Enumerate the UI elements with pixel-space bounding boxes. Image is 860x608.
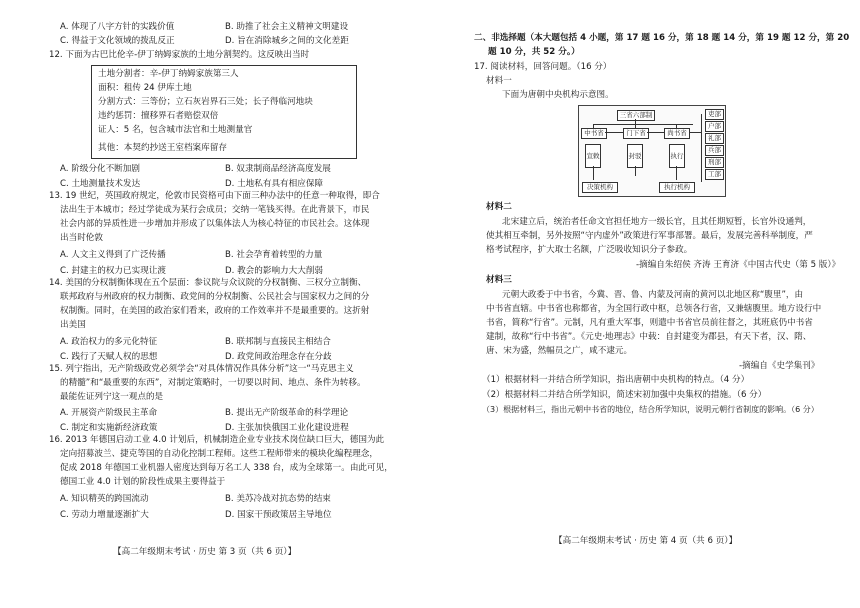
diagram-node-ministry: 户部 bbox=[705, 121, 724, 132]
diagram-node-ministry: 刑部 bbox=[705, 157, 724, 168]
q16-stem: 德国工业 4.0 计划的阶段性成果主要得益于 bbox=[60, 477, 226, 487]
q16-stem: 促成 2018 年德国工业机器人密度达到每万名工人 338 台，成为全球第一。由此可见， bbox=[60, 463, 393, 473]
q14-option-c: C. 践行了天赋人权的思想 bbox=[60, 352, 158, 362]
q17-subquestion-1: （1）根据材料一并结合所学知识，指出唐朝中央机构的特点。（4 分） bbox=[482, 375, 750, 385]
diagram-node-box-a: 宣敕 bbox=[585, 144, 601, 168]
diagram-edge bbox=[635, 166, 636, 176]
q13-stem: 法出生于本城市；经过学徒成为某行会成员；交纳一笔钱买得。在此背景下，市民 bbox=[60, 205, 370, 215]
material-1-caption: 下面为唐朝中央机构示意图。 bbox=[502, 90, 614, 100]
q12-option-a: A. 阶级分化不断加剧 bbox=[60, 164, 140, 174]
q13-stem: 出当时伦敦 bbox=[60, 233, 103, 243]
q15-option-a: A. 开展资产阶级民主革命 bbox=[60, 408, 158, 418]
q17-subquestion-2: （2）根据材料二并结合所学知识，简述宋初加强中央集权的措施。（6 分） bbox=[482, 390, 767, 400]
q14-stem: 权制衡。同时，在美国的政治家们看来，政府的工作效率并不是最重要的。这折射 bbox=[60, 306, 370, 316]
diagram-node-ministry: 兵部 bbox=[705, 145, 724, 156]
q15-stem: 最能佐证列宁这一观点的是 bbox=[60, 392, 164, 402]
q16-stem: 16. 2013 年德国启动工业 4.0 计划后，机械制造企业专业技术岗位缺口巨大，德国为此 bbox=[49, 435, 385, 445]
q11-option-a: A. 体现了八字方针的实践价值 bbox=[60, 22, 175, 32]
q14-option-a: A. 政治权力的多元化特征 bbox=[60, 337, 158, 347]
q14-option-d: D. 政党间政治理念存在分歧 bbox=[225, 352, 332, 362]
q12-stem: 12. 下面为古巴比伦辛-伊丁纳姆家族的土地分割契约。这反映出当时 bbox=[49, 50, 310, 60]
material-2-text: 北宋建立后，统治者任命文官担任地方一级长官，且其任期短暂，长官外设通判， bbox=[502, 217, 812, 227]
contract-line: 其他：本契约抄送王室档案库留存 bbox=[98, 143, 227, 153]
diagram-node-shangshu: 尚书省 bbox=[664, 128, 690, 139]
diagram-node-ministry: 礼部 bbox=[705, 133, 724, 144]
material-3-label: 材料三 bbox=[486, 275, 512, 285]
material-3-text: 元朝大政委于中书省，今冀、晋、鲁、内蒙及河南的黄河以北地区称“腹里”，由 bbox=[502, 290, 804, 300]
tang-central-institutions-diagram bbox=[578, 105, 726, 197]
q15-option-d: D. 主张加快俄国工业化建设进程 bbox=[225, 423, 349, 433]
q13-option-a: A. 人文主义得到了广泛传播 bbox=[60, 250, 166, 260]
material-3-text: 中书省直辖。中书省也称都省，为全国行政中枢，总领各行省，又兼辖腹里。地方设行中 bbox=[486, 304, 822, 314]
q15-stem: 的精髓”和“最重要的东西”，对制定策略时，一切要以时间、地点、条件为转移。 bbox=[60, 378, 366, 388]
q11-option-d: D. 旨在消除城乡之间的文化差距 bbox=[225, 36, 349, 46]
q14-stem: 出美国 bbox=[60, 320, 86, 330]
material-2-source: -摘编自朱绍侯 齐涛 王育济《中国古代史（第 5 版）》 bbox=[636, 260, 841, 270]
q14-stem: 14. 美国的分权制衡体现在五个层面：参议院与众议院的分权制衡、三权分立制衡、 bbox=[49, 278, 367, 288]
diagram-node-box-b: 封驳 bbox=[627, 144, 643, 168]
section-heading: 题 10 分，共 52 分。） bbox=[488, 47, 580, 57]
material-3-text: 书省，简称“行省”。元制，凡有重大军事，则遣中书省官员前往督之，其班底仍中书省 bbox=[486, 318, 813, 328]
material-1-label: 材料一 bbox=[486, 76, 512, 86]
diagram-node-ministry: 吏部 bbox=[705, 109, 724, 120]
q17-subquestion-3: （3）根据材料三，指出元朝中书省的地位，结合所学知识，说明元朝行省制度的影响。（6 分） bbox=[482, 405, 819, 414]
diagram-edge bbox=[593, 124, 693, 125]
material-3-text: 唐、宋为盛，然幅员之广，咸不逮元。 bbox=[486, 346, 633, 356]
contract-table bbox=[91, 65, 357, 159]
q12-option-c: C. 土地测量技术发达 bbox=[60, 179, 141, 189]
q13-option-d: D. 教会的影响力大大削弱 bbox=[225, 266, 324, 276]
contract-line: 分割方式：三等份；立石灰岩界石三处；长子得临河地块 bbox=[98, 97, 313, 107]
q16-stem: 定向招募波兰、捷克等国的自动化控制工程师。这些工程师带来的模块化编程理念， bbox=[60, 449, 378, 459]
q16-option-b: B. 美苏冷战对抗态势的结束 bbox=[225, 494, 331, 504]
contract-line: 面积：租传 24 伊库土地 bbox=[98, 83, 192, 93]
q11-option-b: B. 助推了社会主义精神文明建设 bbox=[225, 22, 349, 32]
left-page bbox=[49, 0, 424, 608]
q12-option-d: D. 土地私有具有相应保障 bbox=[225, 179, 324, 189]
material-2-label: 材料二 bbox=[486, 202, 512, 212]
q15-option-c: C. 制定和实施新经济政策 bbox=[60, 423, 158, 433]
diagram-node-box-c: 执行 bbox=[669, 144, 685, 168]
section-heading: 二、非选择题（本大题包括 4 小题，第 17 题 16 分，第 18 题 14 分，第 19 题 12 分，第 20 bbox=[474, 33, 850, 43]
material-2-text: 格考试程序，扩大取士名额，广泛吸收知识分子参政。 bbox=[486, 245, 693, 255]
page-footer-left: 【高二年级期末考试 · 历史 第 3 页（共 6 页）】 bbox=[113, 547, 297, 557]
contract-line: 土地分割者：辛-伊丁纳姆家族第三人 bbox=[98, 69, 239, 79]
q13-stem: 社会内部的异质性进一步增加并形成了以集体法人为核心特征的市民社会。这体现 bbox=[60, 219, 370, 229]
q13-option-b: B. 社会孕育着转型的力量 bbox=[225, 250, 323, 260]
material-3-text: 建制，故称“行中书省”。《元史·地理志》中载：自封建变为郡县，有天下者，汉、隋、 bbox=[486, 332, 812, 342]
diagram-node-menxia: 门下省 bbox=[623, 128, 649, 139]
q15-stem: 15. 列宁指出，无产阶级政党必须学会“对具体情况作具体分析”这一“马克思主义 bbox=[49, 364, 354, 374]
contract-line: 证人：5 名，包含城市法官和土地测量官 bbox=[98, 125, 253, 135]
q16-option-d: D. 国家干预政策居主导地位 bbox=[225, 510, 332, 520]
diagram-edge bbox=[593, 166, 594, 180]
right-page bbox=[474, 0, 850, 608]
q11-option-c: C. 得益于文化领域的拨乱反正 bbox=[60, 36, 175, 46]
diagram-arrow bbox=[605, 132, 623, 133]
q14-stem: 联邦政府与州政府的权力制衡、政党间的分权制衡、公民社会与国家权力之间的分 bbox=[60, 292, 370, 302]
q13-option-c: C. 封建主的权力已实现让渡 bbox=[60, 266, 166, 276]
q12-option-b: B. 奴隶制商品经济高度发展 bbox=[225, 164, 331, 174]
q17-stem: 17. 阅读材料，回答问题。（16 分） bbox=[474, 62, 612, 72]
diagram-node-top: 三省六部制 bbox=[617, 110, 655, 121]
q15-option-b: B. 提出无产阶级革命的科学理论 bbox=[225, 408, 349, 418]
diagram-arrow bbox=[689, 132, 701, 133]
diagram-edge bbox=[676, 166, 677, 180]
q16-option-a: A. 知识精英的跨国流动 bbox=[60, 494, 149, 504]
diagram-node-zhongshu: 中书省 bbox=[581, 128, 607, 139]
diagram-arrow bbox=[647, 132, 664, 133]
q16-option-c: C. 劳动力增量逐渐扩大 bbox=[60, 510, 149, 520]
page-footer-right: 【高二年级期末考试 · 历史 第 4 页（共 6 页）】 bbox=[554, 536, 738, 546]
contract-line: 违约惩罚：擅移界石者赔偿双倍 bbox=[98, 111, 219, 121]
q14-option-b: B. 联邦制与直接民主相结合 bbox=[225, 337, 331, 347]
diagram-node-decision: 决策机构 bbox=[582, 182, 618, 193]
diagram-edge bbox=[701, 114, 702, 182]
material-3-source: -摘编自《史学集刊》 bbox=[739, 361, 820, 371]
q13-stem: 13. 19 世纪，英国政府规定，伦敦市民资格可由下面三种办法中的任意一种取得，即合 bbox=[49, 191, 380, 201]
material-2-text: 使其相互牵制，另外按照“守内虚外”政策进行军事部署。最后，发展完善科举制度，严 bbox=[486, 231, 813, 241]
diagram-node-ministry: 工部 bbox=[705, 169, 724, 180]
diagram-node-execution: 执行机构 bbox=[659, 182, 695, 193]
